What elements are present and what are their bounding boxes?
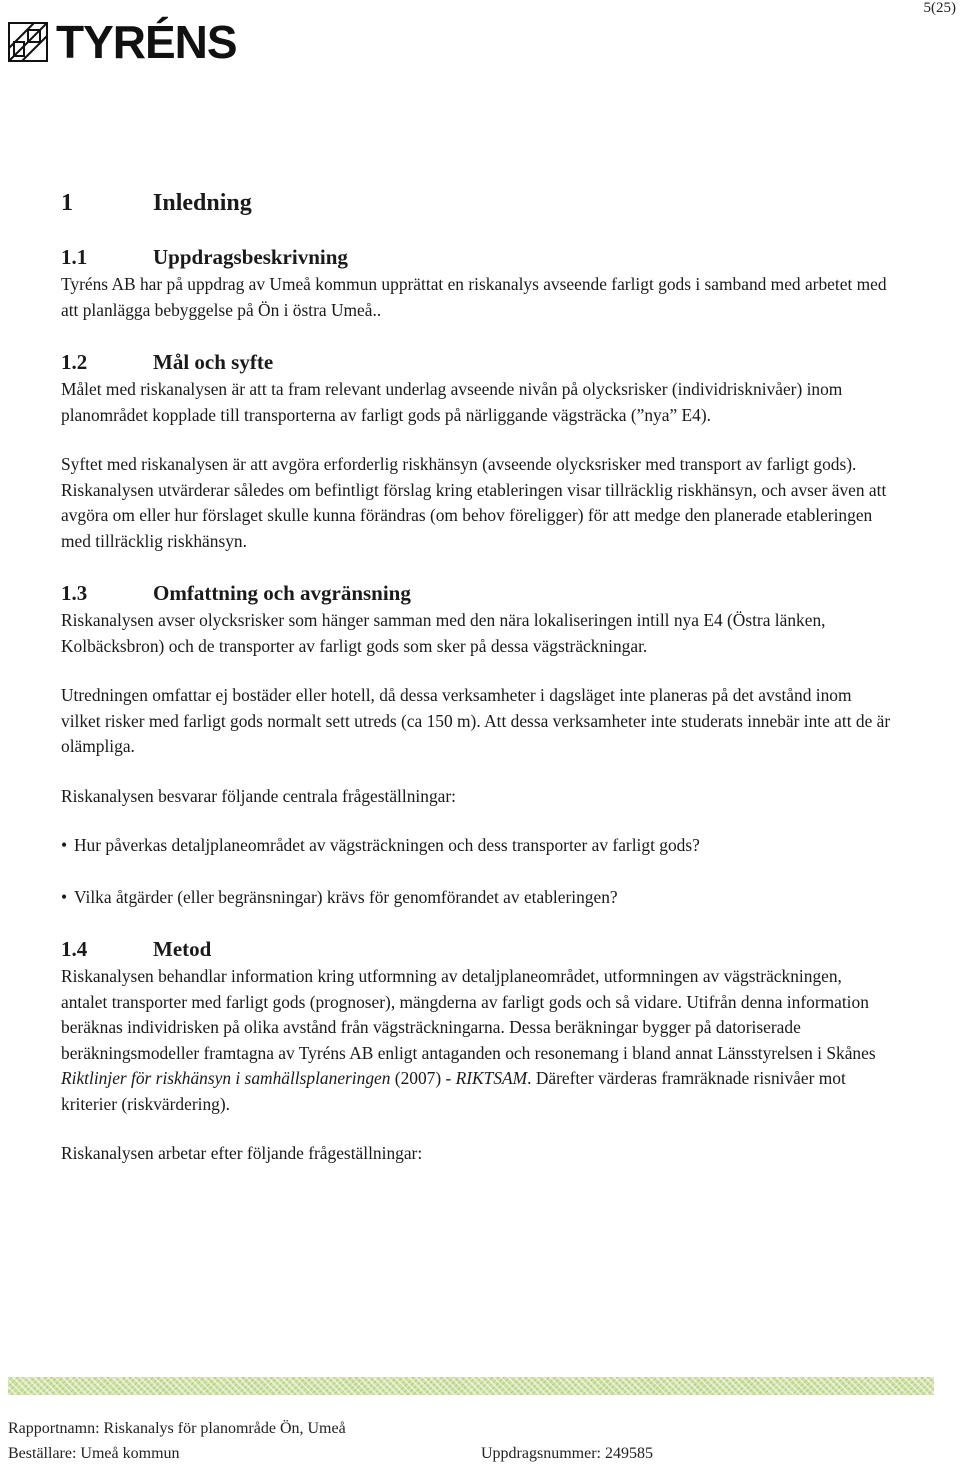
paragraph: Målet med riskanalysen är att ta fram relevant underlag avseende nivån på olycksrisker (individrisknivåer) inom planområdet kopplade till transporterna av farligt gods på närliggande vägsträcka (”nya” E4).	[61, 379, 843, 425]
section-title: Mål och syfte	[153, 350, 274, 374]
footer-client: Beställare: Umeå kommun	[8, 1445, 180, 1462]
footer-assignment-number: Uppdragsnummer: 249585	[481, 1445, 653, 1462]
chapter-heading	[61, 186, 891, 220]
paragraph: Utredningen omfattar ej bostäder eller hotell, då dessa verksamheter i dagsläget inte planeras på det avstånd inom vilket risker med farligt gods normalt sett utreds (ca 150 m). Att dessa verksamheter inte studerats innebär inte att de är olämpliga.	[61, 685, 891, 756]
list-item: • Vilka åtgärder (eller begränsningar) krävs för genomförandet av etableringen?	[61, 885, 891, 911]
paragraph: Riskanalysen avser olycksrisker som hänger samman med den nära lokaliseringen intill nya E4 (Östra länken, Kolbäcksbron) och de transporter av farligt gods som sker på dessa vägsträckningar.	[61, 610, 826, 656]
paragraph: Tyréns AB har på uppdrag av Umeå kommun upprättat en riskanalys avseende farligt gods i samband med arbetet med att planlägga bebyggelse på Ön i östra Umeå..	[61, 274, 887, 320]
text-run: . Därefter värderas framräknade risnivåer mot kriterier (riskvärdering).	[61, 1068, 846, 1114]
section-title: Metod	[153, 937, 212, 961]
chapter-number: 1	[61, 190, 73, 216]
paragraph: Riskanalysen utvärderar således om befintligt förslag kring etableringen visar tillräcklig riskhänsyn, och avser även att avgöra om eller hur förslaget skulle kunna förändras (om behov föreligger) för att medge den planerade etableringen med tillräcklig riskhänsyn.	[61, 479, 887, 551]
section-title: Omfattning och avgränsning	[153, 581, 411, 605]
section-heading-1-4	[61, 934, 891, 964]
footer-decorative-stripe	[8, 1377, 934, 1395]
text-run: Riskanalysen behandlar information kring utformning av detaljplaneområdet, utformningen av vägsträckningen, antalet transporter med farligt gods (prognoser), mängderna av farligt gods och så vidare. Utifrån denna information beräknas individrisken på olika avstånd från vägsträckningarna. Dessa beräkningar bygger på datoriserade beräkningsmodeller framtagna av Tyréns AB enligt antaganden och resonemang i bland annat Länsstyrelsen i Skånes	[61, 966, 876, 1063]
section-number: 1.1	[61, 245, 88, 269]
question-list	[61, 833, 891, 910]
footer-report-name: Rapportnamn: Riskanalys för planområde Ön, Umeå	[8, 1420, 346, 1437]
tyrens-logo-mark-icon	[8, 22, 48, 62]
section-heading-1-2	[61, 347, 891, 377]
page-number: 5(25)	[923, 0, 956, 16]
section-heading-1-1	[61, 242, 891, 272]
chapter-title: Inledning	[153, 190, 252, 216]
section-number: 1.4	[61, 937, 88, 961]
logo-text: TYRÉNS	[56, 16, 237, 68]
paragraph: Riskanalysen besvarar följande centrala frågeställningar:	[61, 785, 456, 806]
section-heading-1-3	[61, 578, 891, 608]
section-number: 1.2	[61, 350, 88, 374]
paragraph	[61, 964, 891, 1117]
paragraph: Syftet med riskanalysen är att avgöra erforderlig riskhänsyn (avseende olycksrisker med transport av farligt gods).	[61, 454, 857, 474]
reference-abbreviation: RIKTSAM	[455, 1068, 528, 1088]
reference-title: Riktlinjer för riskhänsyn i samhällsplaneringen	[61, 1068, 391, 1088]
document-body	[61, 186, 891, 1167]
section-number: 1.3	[61, 581, 88, 605]
section-title: Uppdragsbeskrivning	[153, 245, 348, 269]
company-logo	[8, 16, 237, 68]
footer-row	[8, 1445, 938, 1463]
paragraph: Riskanalysen arbetar efter följande frågeställningar:	[61, 1143, 423, 1163]
text-run: (2007) -	[390, 1068, 456, 1088]
list-item: • Hur påverkas detaljplaneområdet av vägsträckningen och dess transporter av farligt gods?	[61, 833, 891, 859]
